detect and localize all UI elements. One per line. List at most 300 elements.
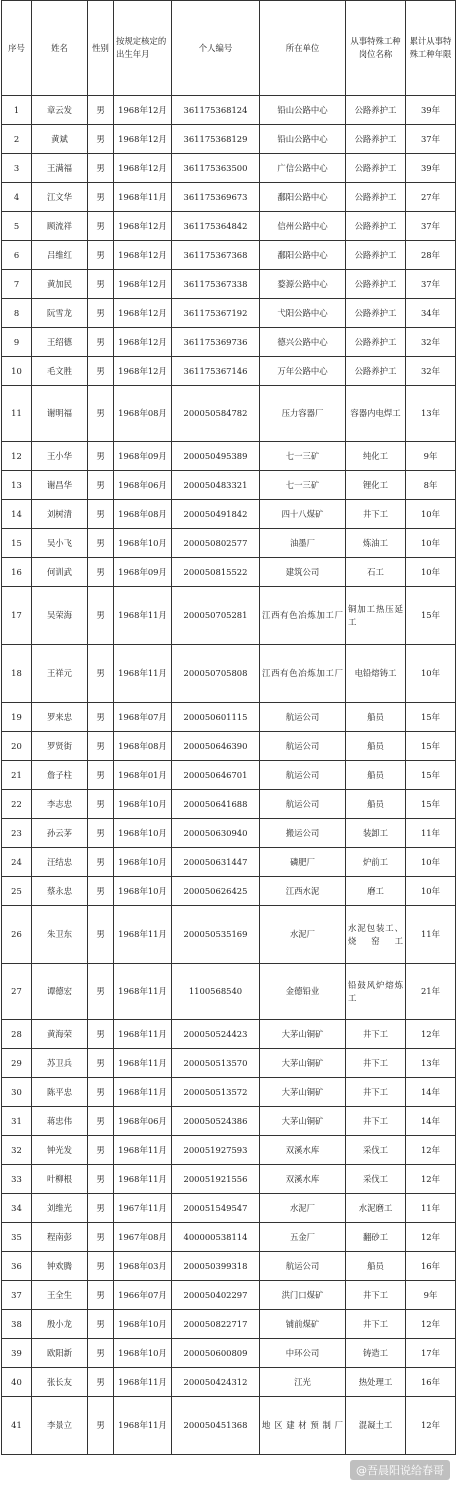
- table-row: [2, 299, 456, 328]
- watermark: @吾晨阳说给春哥: [350, 1460, 450, 1480]
- cell-name: 江文华: [32, 183, 88, 212]
- cell-birth: 1968年11月: [114, 906, 172, 964]
- cell-post: 热处理工: [346, 1368, 406, 1397]
- table-row: [2, 1078, 456, 1107]
- table-row: [2, 529, 456, 558]
- cell-birth: 1968年09月: [114, 442, 172, 471]
- cell-years: 14年: [406, 1078, 456, 1107]
- cell-birth: 1968年11月: [114, 587, 172, 645]
- cell-birth: 1967年08月: [114, 1223, 172, 1252]
- cell-birth: 1968年03月: [114, 1252, 172, 1281]
- cell-id: 361175368129: [172, 125, 260, 154]
- cell-years: 12年: [406, 1310, 456, 1339]
- cell-post: 井下工: [346, 1310, 406, 1339]
- table-row: [2, 1165, 456, 1194]
- cell-name: 殷小龙: [32, 1310, 88, 1339]
- cell-post: 铜加工热压延工: [346, 587, 406, 645]
- cell-name: 刘维光: [32, 1194, 88, 1223]
- cell-unit: 水泥厂: [260, 1194, 346, 1223]
- cell-unit: 双溪水库: [260, 1165, 346, 1194]
- cell-seq: 12: [2, 442, 32, 471]
- cell-post: 公路养护工: [346, 125, 406, 154]
- cell-id: 361175363500: [172, 154, 260, 183]
- table-row: [2, 645, 456, 703]
- cell-post: 井下工: [346, 1049, 406, 1078]
- cell-id: 361175369736: [172, 328, 260, 357]
- cell-unit: 万年公路中心: [260, 357, 346, 386]
- cell-birth: 1968年11月: [114, 1078, 172, 1107]
- cell-seq: 4: [2, 183, 32, 212]
- cell-post: 公路养护工: [346, 212, 406, 241]
- cell-post: 铅鼓风炉熔炼工: [346, 964, 406, 1020]
- cell-sex: 男: [88, 1339, 114, 1368]
- cell-name: 张长友: [32, 1368, 88, 1397]
- cell-seq: 10: [2, 357, 32, 386]
- cell-seq: 41: [2, 1397, 32, 1455]
- cell-birth: 1968年10月: [114, 877, 172, 906]
- cell-birth: 1968年11月: [114, 1136, 172, 1165]
- cell-seq: 33: [2, 1165, 32, 1194]
- cell-unit: 油墨厂: [260, 529, 346, 558]
- cell-birth: 1968年11月: [114, 1397, 172, 1455]
- header-years: 累计从事特殊工种年限: [406, 1, 456, 96]
- cell-post: 公路养护工: [346, 96, 406, 125]
- cell-sex: 男: [88, 471, 114, 500]
- cell-post: 井下工: [346, 1078, 406, 1107]
- cell-years: 12年: [406, 1223, 456, 1252]
- cell-post: 公路养护工: [346, 183, 406, 212]
- cell-seq: 5: [2, 212, 32, 241]
- cell-name: 陈平忠: [32, 1078, 88, 1107]
- cell-birth: 1968年10月: [114, 848, 172, 877]
- cell-unit: 鄱阳公路中心: [260, 183, 346, 212]
- cell-years: 13年: [406, 1049, 456, 1078]
- cell-birth: 1968年11月: [114, 183, 172, 212]
- table-row: [2, 270, 456, 299]
- cell-seq: 24: [2, 848, 32, 877]
- cell-birth: 1968年09月: [114, 558, 172, 587]
- cell-sex: 男: [88, 703, 114, 732]
- cell-years: 13年: [406, 386, 456, 442]
- cell-years: 10年: [406, 500, 456, 529]
- cell-years: 37年: [406, 125, 456, 154]
- cell-id: 200050705808: [172, 645, 260, 703]
- cell-name: 李景立: [32, 1397, 88, 1455]
- cell-years: 16年: [406, 1368, 456, 1397]
- cell-years: 32年: [406, 357, 456, 386]
- cell-years: 15年: [406, 587, 456, 645]
- cell-sex: 男: [88, 154, 114, 183]
- cell-unit: 航运公司: [260, 732, 346, 761]
- cell-name: 王满福: [32, 154, 88, 183]
- table-row: [2, 1339, 456, 1368]
- cell-id: 200050641688: [172, 790, 260, 819]
- cell-post: 公路养护工: [346, 241, 406, 270]
- cell-name: 毛文胜: [32, 357, 88, 386]
- cell-post: 采伐工: [346, 1165, 406, 1194]
- cell-name: 欧阳新: [32, 1339, 88, 1368]
- cell-sex: 男: [88, 357, 114, 386]
- cell-years: 11年: [406, 906, 456, 964]
- cell-post: 水泥包装工、烧窑工: [346, 906, 406, 964]
- cell-id: 200050491842: [172, 500, 260, 529]
- cell-years: 12年: [406, 1136, 456, 1165]
- cell-name: 叶柳根: [32, 1165, 88, 1194]
- cell-sex: 男: [88, 1078, 114, 1107]
- table-row: [2, 848, 456, 877]
- cell-name: 黄海荣: [32, 1020, 88, 1049]
- table-row: [2, 96, 456, 125]
- cell-name: 詹子柱: [32, 761, 88, 790]
- cell-post: 磨工: [346, 877, 406, 906]
- table-row: [2, 500, 456, 529]
- cell-name: 黄斌: [32, 125, 88, 154]
- table-row: [2, 1368, 456, 1397]
- cell-post: 纯化工: [346, 442, 406, 471]
- cell-seq: 3: [2, 154, 32, 183]
- cell-post: 容器内电焊工: [346, 386, 406, 442]
- cell-birth: 1968年06月: [114, 471, 172, 500]
- cell-name: 王祥元: [32, 645, 88, 703]
- cell-birth: 1968年10月: [114, 1310, 172, 1339]
- table-row: [2, 241, 456, 270]
- cell-birth: 1968年10月: [114, 1339, 172, 1368]
- table-row: [2, 790, 456, 819]
- cell-id: 200051921556: [172, 1165, 260, 1194]
- table-row: [2, 1020, 456, 1049]
- cell-post: 装卸工: [346, 819, 406, 848]
- cell-id: 200050630940: [172, 819, 260, 848]
- cell-sex: 男: [88, 241, 114, 270]
- cell-birth: 1968年11月: [114, 1165, 172, 1194]
- cell-sex: 男: [88, 299, 114, 328]
- cell-post: 公路养护工: [346, 328, 406, 357]
- cell-post: 公路养护工: [346, 299, 406, 328]
- cell-sex: 男: [88, 587, 114, 645]
- cell-name: 顾流祥: [32, 212, 88, 241]
- table-row: [2, 442, 456, 471]
- cell-seq: 2: [2, 125, 32, 154]
- cell-seq: 36: [2, 1252, 32, 1281]
- cell-name: 朱卫东: [32, 906, 88, 964]
- cell-name: 王全生: [32, 1281, 88, 1310]
- cell-unit: 搬运公司: [260, 819, 346, 848]
- cell-years: 10年: [406, 558, 456, 587]
- cell-unit: 广信公路中心: [260, 154, 346, 183]
- cell-years: 9年: [406, 1281, 456, 1310]
- cell-unit: 航运公司: [260, 790, 346, 819]
- cell-sex: 男: [88, 1020, 114, 1049]
- table-row: [2, 1049, 456, 1078]
- table-body: [2, 96, 456, 1455]
- cell-unit: 航运公司: [260, 1252, 346, 1281]
- cell-birth: 1968年12月: [114, 125, 172, 154]
- cell-unit: 大茅山铜矿: [260, 1020, 346, 1049]
- table-row: [2, 877, 456, 906]
- cell-unit: 大茅山铜矿: [260, 1049, 346, 1078]
- cell-sex: 男: [88, 761, 114, 790]
- header-birth: 按规定核定的出生年月: [114, 1, 172, 96]
- cell-sex: 男: [88, 1397, 114, 1455]
- table-row: [2, 906, 456, 964]
- cell-seq: 28: [2, 1020, 32, 1049]
- cell-seq: 37: [2, 1281, 32, 1310]
- cell-seq: 29: [2, 1049, 32, 1078]
- cell-post: 锂化工: [346, 471, 406, 500]
- table-header-row: [2, 1, 456, 96]
- cell-sex: 男: [88, 819, 114, 848]
- cell-seq: 16: [2, 558, 32, 587]
- cell-id: 200050399318: [172, 1252, 260, 1281]
- cell-birth: 1968年11月: [114, 1049, 172, 1078]
- table-row: [2, 1281, 456, 1310]
- cell-name: 蒋忠伟: [32, 1107, 88, 1136]
- cell-seq: 26: [2, 906, 32, 964]
- cell-years: 37年: [406, 270, 456, 299]
- cell-id: 200050584782: [172, 386, 260, 442]
- cell-unit: 弋阳公路中心: [260, 299, 346, 328]
- header-unit: 所在单位: [260, 1, 346, 96]
- cell-unit: 双溪水库: [260, 1136, 346, 1165]
- cell-id: 361175369673: [172, 183, 260, 212]
- cell-seq: 18: [2, 645, 32, 703]
- cell-id: 200050601115: [172, 703, 260, 732]
- cell-unit: 洪门口煤矿: [260, 1281, 346, 1310]
- cell-unit: 德兴公路中心: [260, 328, 346, 357]
- cell-name: 罗贤街: [32, 732, 88, 761]
- cell-post: 船员: [346, 732, 406, 761]
- cell-post: 铸造工: [346, 1339, 406, 1368]
- cell-years: 14年: [406, 1107, 456, 1136]
- table-row: [2, 183, 456, 212]
- cell-id: 200050513570: [172, 1049, 260, 1078]
- cell-unit: 铺前煤矿: [260, 1310, 346, 1339]
- cell-sex: 男: [88, 1165, 114, 1194]
- cell-unit: 鄱阳公路中心: [260, 241, 346, 270]
- cell-name: 章云发: [32, 96, 88, 125]
- cell-seq: 11: [2, 386, 32, 442]
- cell-unit: 中环公司: [260, 1339, 346, 1368]
- cell-sex: 男: [88, 270, 114, 299]
- cell-unit: 四十八煤矿: [260, 500, 346, 529]
- cell-post: 船员: [346, 1252, 406, 1281]
- cell-birth: 1968年12月: [114, 154, 172, 183]
- cell-id: 200050705281: [172, 587, 260, 645]
- cell-name: 钟欢腾: [32, 1252, 88, 1281]
- cell-unit: 大茅山铜矿: [260, 1107, 346, 1136]
- cell-years: 28年: [406, 241, 456, 270]
- cell-post: 公路养护工: [346, 357, 406, 386]
- cell-sex: 男: [88, 1049, 114, 1078]
- cell-id: 200050424312: [172, 1368, 260, 1397]
- cell-name: 王绍德: [32, 328, 88, 357]
- table-row: [2, 125, 456, 154]
- cell-seq: 27: [2, 964, 32, 1020]
- table-row: [2, 1194, 456, 1223]
- table-row: [2, 703, 456, 732]
- cell-birth: 1968年12月: [114, 96, 172, 125]
- cell-post: 采伐工: [346, 1136, 406, 1165]
- cell-seq: 22: [2, 790, 32, 819]
- cell-name: 汪结忠: [32, 848, 88, 877]
- cell-seq: 8: [2, 299, 32, 328]
- cell-birth: 1966年07月: [114, 1281, 172, 1310]
- cell-id: 361175368124: [172, 96, 260, 125]
- cell-birth: 1968年12月: [114, 328, 172, 357]
- cell-sex: 男: [88, 1107, 114, 1136]
- cell-years: 16年: [406, 1252, 456, 1281]
- cell-id: 200050626425: [172, 877, 260, 906]
- table-row: [2, 386, 456, 442]
- cell-name: 谢昌华: [32, 471, 88, 500]
- cell-years: 17年: [406, 1339, 456, 1368]
- cell-seq: 25: [2, 877, 32, 906]
- cell-unit: 水泥厂: [260, 906, 346, 964]
- table-row: [2, 471, 456, 500]
- cell-name: 吕维红: [32, 241, 88, 270]
- cell-sex: 男: [88, 906, 114, 964]
- cell-seq: 14: [2, 500, 32, 529]
- cell-birth: 1968年01月: [114, 761, 172, 790]
- cell-years: 37年: [406, 212, 456, 241]
- cell-post: 井下工: [346, 500, 406, 529]
- cell-birth: 1968年08月: [114, 500, 172, 529]
- header-id: 个人编号: [172, 1, 260, 96]
- worker-table: [1, 0, 456, 1455]
- cell-id: 361175364842: [172, 212, 260, 241]
- cell-id: 200050802577: [172, 529, 260, 558]
- cell-birth: 1968年11月: [114, 964, 172, 1020]
- cell-id: 361175367146: [172, 357, 260, 386]
- cell-birth: 1968年12月: [114, 212, 172, 241]
- cell-birth: 1967年11月: [114, 1194, 172, 1223]
- cell-years: 15年: [406, 790, 456, 819]
- cell-name: 谢明福: [32, 386, 88, 442]
- cell-name: 吴小飞: [32, 529, 88, 558]
- cell-years: 9年: [406, 442, 456, 471]
- table-row: [2, 732, 456, 761]
- cell-id: 200050524423: [172, 1020, 260, 1049]
- cell-unit: 大茅山铜矿: [260, 1078, 346, 1107]
- cell-birth: 1968年08月: [114, 732, 172, 761]
- cell-name: 吴荣海: [32, 587, 88, 645]
- cell-id: 200050822717: [172, 1310, 260, 1339]
- cell-id: 200050646701: [172, 761, 260, 790]
- cell-post: 炼油工: [346, 529, 406, 558]
- cell-name: 黄加民: [32, 270, 88, 299]
- cell-birth: 1968年06月: [114, 1107, 172, 1136]
- cell-post: 翻砂工: [346, 1223, 406, 1252]
- cell-id: 1100568540: [172, 964, 260, 1020]
- cell-unit: 建筑公司: [260, 558, 346, 587]
- cell-id: 200051549547: [172, 1194, 260, 1223]
- cell-seq: 1: [2, 96, 32, 125]
- cell-sex: 男: [88, 125, 114, 154]
- cell-sex: 男: [88, 877, 114, 906]
- cell-birth: 1968年07月: [114, 703, 172, 732]
- cell-sex: 男: [88, 558, 114, 587]
- cell-unit: 信州公路中心: [260, 212, 346, 241]
- cell-unit: 婺源公路中心: [260, 270, 346, 299]
- header-post: 从事特殊工种岗位名称: [346, 1, 406, 96]
- cell-years: 11年: [406, 819, 456, 848]
- cell-birth: 1968年10月: [114, 529, 172, 558]
- cell-seq: 21: [2, 761, 32, 790]
- cell-unit: 金德铅业: [260, 964, 346, 1020]
- cell-id: 200050524386: [172, 1107, 260, 1136]
- cell-post: 水泥磨工: [346, 1194, 406, 1223]
- table-row: [2, 1107, 456, 1136]
- cell-unit: 航运公司: [260, 703, 346, 732]
- cell-unit: 铅山公路中心: [260, 125, 346, 154]
- cell-post: 炉前工: [346, 848, 406, 877]
- cell-birth: 1968年12月: [114, 357, 172, 386]
- cell-id: 200050513572: [172, 1078, 260, 1107]
- header-seq: 序号: [2, 1, 32, 96]
- cell-years: 10年: [406, 529, 456, 558]
- table-row: [2, 1252, 456, 1281]
- cell-id: 200050402297: [172, 1281, 260, 1310]
- cell-post: 石工: [346, 558, 406, 587]
- cell-years: 12年: [406, 1020, 456, 1049]
- cell-seq: 30: [2, 1078, 32, 1107]
- cell-unit: 江光: [260, 1368, 346, 1397]
- cell-sex: 男: [88, 183, 114, 212]
- table-row: [2, 819, 456, 848]
- cell-post: 船员: [346, 761, 406, 790]
- cell-post: 公路养护工: [346, 154, 406, 183]
- cell-unit: 七一三矿: [260, 442, 346, 471]
- cell-years: 10年: [406, 848, 456, 877]
- cell-years: 15年: [406, 703, 456, 732]
- cell-sex: 男: [88, 848, 114, 877]
- cell-sex: 男: [88, 328, 114, 357]
- cell-years: 8年: [406, 471, 456, 500]
- cell-unit: 压力容器厂: [260, 386, 346, 442]
- cell-years: 39年: [406, 154, 456, 183]
- cell-id: 361175367368: [172, 241, 260, 270]
- cell-name: 李志忠: [32, 790, 88, 819]
- cell-sex: 男: [88, 1223, 114, 1252]
- cell-seq: 39: [2, 1339, 32, 1368]
- cell-seq: 23: [2, 819, 32, 848]
- cell-birth: 1968年10月: [114, 790, 172, 819]
- cell-name: 罗来忠: [32, 703, 88, 732]
- table-row: [2, 1397, 456, 1455]
- cell-sex: 男: [88, 1310, 114, 1339]
- cell-seq: 35: [2, 1223, 32, 1252]
- cell-name: 王小华: [32, 442, 88, 471]
- cell-years: 10年: [406, 877, 456, 906]
- cell-years: 15年: [406, 761, 456, 790]
- cell-seq: 7: [2, 270, 32, 299]
- cell-name: 蔡永忠: [32, 877, 88, 906]
- cell-unit: 江西水泥: [260, 877, 346, 906]
- cell-birth: 1968年08月: [114, 386, 172, 442]
- cell-sex: 男: [88, 529, 114, 558]
- cell-seq: 19: [2, 703, 32, 732]
- cell-birth: 1968年11月: [114, 645, 172, 703]
- cell-id: 200051927593: [172, 1136, 260, 1165]
- table-row: [2, 1136, 456, 1165]
- cell-sex: 男: [88, 1281, 114, 1310]
- cell-birth: 1968年11月: [114, 1020, 172, 1049]
- cell-post: 井下工: [346, 1281, 406, 1310]
- table-row: [2, 154, 456, 183]
- cell-sex: 男: [88, 500, 114, 529]
- cell-sex: 男: [88, 1368, 114, 1397]
- cell-sex: 男: [88, 1136, 114, 1165]
